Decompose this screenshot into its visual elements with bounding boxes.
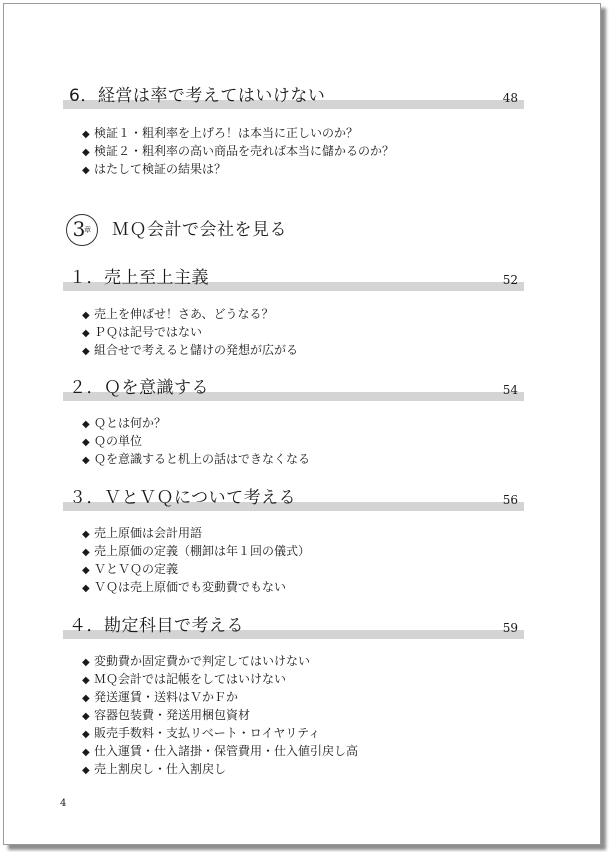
section-heading [4,378,600,400]
toc-section-1 [4,268,600,357]
diamond-bullet-icon: ◆ [82,346,90,357]
section-title: 6．経営は率で考えてはいけない [69,86,326,106]
toc-item-text: 売上割戻し・仕入割戻し [94,762,227,776]
toc-item [82,578,310,596]
toc-item-text: ＶＱは売上原価でも変動費でもない [94,580,287,594]
toc-item [82,160,394,178]
section-title: ４．勘定科目で考える [69,616,244,636]
diamond-bullet-icon: ◆ [82,165,90,176]
toc-item [82,560,310,578]
toc-item-text: Ｑを意識すると机上の話はできなくなる [94,452,311,466]
toc-item-text: 売上を伸ばせ！さあ、どうなる？ [94,307,274,321]
toc-item-list [82,652,358,778]
section-page-number: 56 [502,493,518,507]
section-heading [4,86,600,108]
diamond-bullet-icon: ◆ [82,455,90,466]
diamond-bullet-icon: ◆ [82,747,90,758]
toc-item-text: 仕入運賃・仕入諸掛・保管費用・仕入値引戻し高 [94,744,359,758]
diamond-bullet-icon: ◆ [82,693,90,704]
toc-item-text: 変動費か固定費かで判定してはいけない [94,654,311,668]
toc-item [82,432,310,450]
toc-item [82,760,358,778]
diamond-bullet-icon: ◆ [82,657,90,668]
diamond-bullet-icon: ◆ [82,129,90,140]
section-heading [4,488,600,510]
chapter-number: 3 [72,217,86,241]
chapter-suffix: 章 [84,226,91,234]
toc-item-list [82,524,310,596]
toc-item-text: 売上原価は会計用語 [94,526,203,540]
section-heading [4,616,600,638]
toc-item-text: 売上原価の定義（棚卸は年１回の儀式） [94,544,311,558]
toc-item-text: 検証２・粗利率の高い商品を売れば本当に儲かるのか？ [94,144,395,158]
diamond-bullet-icon: ◆ [82,565,90,576]
toc-item [82,323,298,341]
toc-item-text: 検証１・粗利率を上げろ！は本当に正しいのか？ [94,126,359,140]
diamond-bullet-icon: ◆ [82,529,90,540]
diamond-bullet-icon: ◆ [82,419,90,430]
toc-item [82,341,298,359]
diamond-bullet-icon: ◆ [82,765,90,776]
diamond-bullet-icon: ◆ [82,711,90,722]
document-page [3,3,601,845]
toc-item [82,450,310,468]
toc-item [82,706,358,724]
diamond-bullet-icon: ◆ [82,310,90,321]
toc-item-text: 発送運賃・送料はＶかＦか [94,690,239,704]
toc-item-text: Ｑとは何か？ [94,416,167,430]
toc-item [82,524,310,542]
toc-section-4 [4,616,600,776]
diamond-bullet-icon: ◆ [82,547,90,558]
chapter-heading [66,214,366,250]
toc-item-text: 容器包装費・発送用梱包資材 [94,708,251,722]
toc-item-list [82,124,394,178]
diamond-bullet-icon: ◆ [82,328,90,339]
toc-section-3 [4,488,600,594]
toc-item [82,142,394,160]
chapter-title: ＭＱ会計で会社を見る [112,220,287,240]
toc-item-text: ＭＱ会計では記帳をしてはいけない [94,672,287,686]
toc-item [82,742,358,760]
toc-item-text: 販売手数料・支払リベート・ロイヤリティ [94,726,321,740]
toc-section-6 [4,86,600,176]
toc-item [82,305,298,323]
toc-item [82,670,358,688]
toc-item [82,688,358,706]
section-heading [4,268,600,290]
section-page-number: 48 [502,91,518,105]
toc-item-text: はたして検証の結果は？ [94,162,227,176]
section-title: １．売上至上主義 [69,268,209,288]
diamond-bullet-icon: ◆ [82,729,90,740]
diamond-bullet-icon: ◆ [82,583,90,594]
toc-item [82,414,310,432]
toc-item-list [82,414,310,468]
toc-item-text: Ｑの単位 [94,434,143,448]
toc-item [82,724,358,742]
diamond-bullet-icon: ◆ [82,437,90,448]
section-title: ２．Ｑを意識する [69,378,209,398]
toc-item [82,542,310,560]
toc-item [82,124,394,142]
section-page-number: 54 [502,383,518,397]
toc-item [82,652,358,670]
toc-section-2 [4,378,600,466]
toc-item-text: 組合せで考えると儲けの発想が広がる [94,343,299,357]
toc-item-text: ＶとＶＱの定義 [94,562,179,576]
toc-item-list [82,305,298,359]
section-page-number: 59 [502,621,518,635]
page-folio-number: 4 [60,798,67,809]
diamond-bullet-icon: ◆ [82,147,90,158]
diamond-bullet-icon: ◆ [82,675,90,686]
section-page-number: 52 [502,273,518,287]
section-title: ３．ＶとＶＱについて考える [69,488,297,508]
toc-item-text: ＰＱは記号ではない [94,325,203,339]
